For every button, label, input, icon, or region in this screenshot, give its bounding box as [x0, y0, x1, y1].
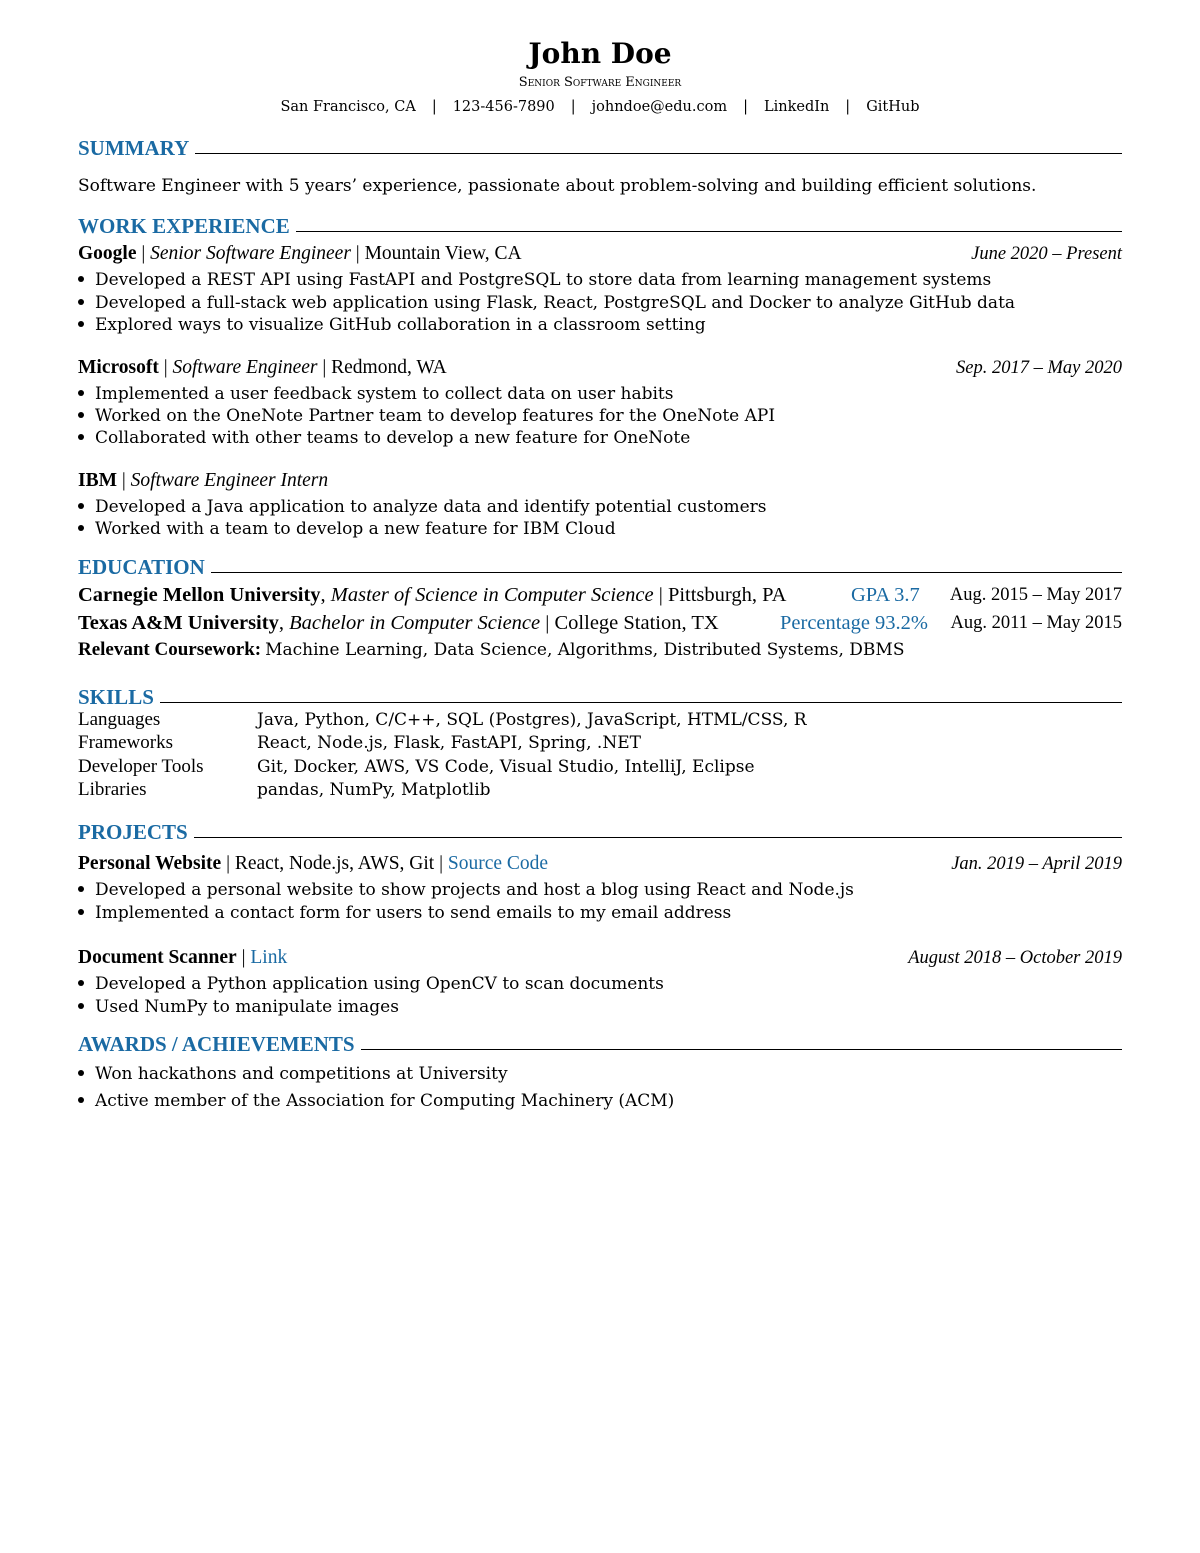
skill-label: Frameworks [78, 732, 173, 753]
skill-value: React, Node.js, Flask, FastAPI, Spring, .NET [257, 733, 641, 753]
job-dates: June 2020 – Present [971, 244, 1122, 264]
list-item: Collaborated with other teams to develop a new feature for OneNote [78, 427, 690, 449]
degree: Master of Science in Computer Science [330, 584, 654, 606]
contact-github-link[interactable]: GitHub [866, 99, 920, 115]
list-item: Implemented a user feedback system to collect data on user habits [78, 383, 673, 405]
bullet-icon [78, 980, 84, 986]
list-item: Active member of the Association for Computing Machinery (ACM) [78, 1090, 674, 1112]
bullet-icon [78, 412, 84, 418]
contact-location: San Francisco, CA [280, 99, 416, 115]
section-rule [78, 837, 1122, 838]
skill-value: Java, Python, C/C++, SQL (Postgres), JavaScript, HTML/CSS, R [257, 710, 807, 730]
job-dates: Sep. 2017 – May 2020 [956, 358, 1122, 378]
summary-text: Software Engineer with 5 years’ experience, passionate about problem-solving and building efficient solutions. [78, 176, 1037, 196]
skill-label: Languages [78, 709, 161, 730]
bullet-icon [78, 1003, 84, 1009]
skill-value: Git, Docker, AWS, VS Code, Visual Studio, IntelliJ, Eclipse [257, 757, 755, 777]
project-header: Personal Website | React, Node.js, AWS, Git | Source Code [78, 853, 549, 874]
education-dates: Aug. 2011 – May 2015 [950, 613, 1122, 633]
section-heading-experience: WORK EXPERIENCE [78, 213, 296, 239]
job-company: IBM [78, 470, 117, 491]
list-item: Won hackathons and competitions at University [78, 1063, 508, 1085]
section-heading-projects: PROJECTS [78, 819, 194, 845]
coursework-line [78, 638, 904, 662]
list-item: Developed a full-stack web application using Flask, React, PostgreSQL and Docker to analyze GitHub data [78, 292, 1015, 314]
job-header: Google | Senior Software Engineer | Mountain View, CA [78, 243, 522, 264]
bullet-icon [78, 525, 84, 531]
contact-separator: | [743, 99, 748, 115]
list-item: Developed a personal website to show projects and host a blog using React and Node.js [78, 879, 854, 901]
bullet-icon [78, 321, 84, 327]
project-header: Document Scanner | Link [78, 947, 288, 968]
education-entry: Texas A&M University, Bachelor in Computer Science | College Station, TX [78, 612, 719, 634]
skill-label: Developer Tools [78, 756, 204, 777]
job-role: Senior Software Engineer [150, 243, 351, 264]
section-rule [78, 702, 1122, 703]
bullet-icon [78, 276, 84, 282]
section-rule [78, 153, 1122, 154]
bullet-icon [78, 434, 84, 440]
section-heading-awards: AWARDS / ACHIEVEMENTS [78, 1031, 361, 1057]
education-dates: Aug. 2015 – May 2017 [949, 585, 1122, 605]
job-header: IBM | Software Engineer Intern [78, 470, 329, 491]
bullet-icon [78, 886, 84, 892]
job-role: Software Engineer [172, 357, 318, 378]
project-name: Document Scanner [78, 947, 237, 968]
contact-email-link[interactable]: johndoe@edu.com [591, 99, 728, 115]
job-location: Redmond, WA [331, 357, 447, 378]
list-item: Worked on the OneNote Partner team to develop features for the OneNote API [78, 405, 775, 427]
job-company: Microsoft [78, 357, 159, 378]
list-item: Developed a Python application using OpenCV to scan documents [78, 973, 664, 995]
degree: Bachelor in Computer Science [289, 612, 541, 634]
section-heading-education: EDUCATION [78, 554, 211, 580]
list-item: Developed a Java application to analyze data and identify potential customers [78, 496, 766, 518]
school-name: Texas A&M University [78, 612, 279, 634]
bullet-icon [78, 299, 84, 305]
gpa-score: GPA 3.7 [851, 584, 920, 606]
list-item: Used NumPy to manipulate images [78, 996, 399, 1018]
percentage-score: Percentage 93.2% [780, 612, 928, 634]
list-item: Worked with a team to develop a new feature for IBM Cloud [78, 518, 616, 540]
contact-phone: 123-456-7890 [452, 99, 555, 115]
project-dates: August 2018 – October 2019 [908, 948, 1122, 968]
school-location: College Station, TX [554, 612, 719, 634]
coursework-list: Machine Learning, Data Science, Algorithms, Distributed Systems, DBMS [265, 640, 905, 660]
school-location: Pittsburgh, PA [667, 584, 787, 606]
project-tech: React, Node.js, AWS, Git [234, 853, 435, 874]
coursework-label: Relevant Coursework: [78, 639, 262, 660]
section-heading-summary: SUMMARY [78, 135, 195, 161]
section-heading-skills: SKILLS [78, 684, 160, 710]
bullet-icon [78, 1097, 84, 1103]
resume-title: Senior Software Engineer [518, 75, 682, 90]
contact-linkedin-link[interactable]: LinkedIn [763, 99, 830, 115]
list-item: Implemented a contact form for users to send emails to my email address [78, 902, 731, 924]
project-name: Personal Website [78, 853, 222, 874]
job-location: Mountain View, CA [364, 243, 522, 264]
list-item: Developed a REST API using FastAPI and PostgreSQL to store data from learning management systems [78, 269, 991, 291]
source-code-link[interactable]: Source Code [447, 853, 549, 874]
bullet-icon [78, 1070, 84, 1076]
school-name: Carnegie Mellon University [78, 584, 321, 606]
job-company: Google [78, 243, 137, 264]
bullet-icon [78, 390, 84, 396]
skill-label: Libraries [78, 779, 147, 800]
bullet-icon [78, 503, 84, 509]
education-entry: Carnegie Mellon University, Master of Science in Computer Science | Pittsburgh, PA [78, 584, 787, 606]
job-header: Microsoft | Software Engineer | Redmond, WA [78, 357, 447, 378]
project-dates: Jan. 2019 – April 2019 [951, 854, 1122, 874]
contact-separator: | [845, 99, 851, 115]
contact-separator: | [431, 99, 437, 115]
project-link[interactable]: Link [250, 947, 288, 968]
skill-value: pandas, NumPy, Matplotlib [257, 780, 491, 800]
resume-name: John Doe [528, 37, 672, 70]
contact-separator: | [570, 99, 576, 115]
job-role: Software Engineer Intern [130, 470, 329, 491]
list-item: Explored ways to visualize GitHub collaboration in a classroom setting [78, 314, 706, 336]
contact-line [0, 97, 1200, 117]
section-rule [78, 572, 1122, 573]
bullet-icon [78, 909, 84, 915]
